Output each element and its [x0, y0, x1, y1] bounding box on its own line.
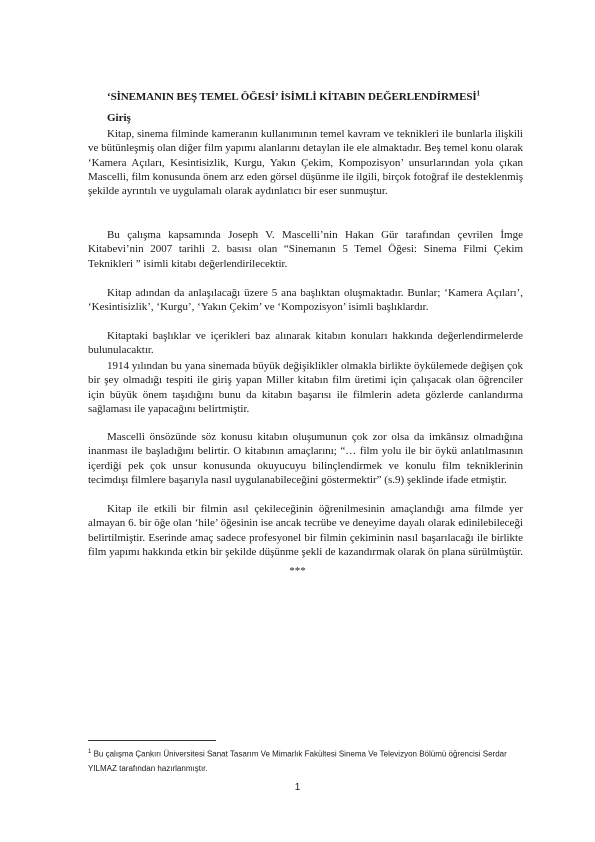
title-footnote-marker: 1 — [476, 89, 480, 98]
paragraph-6: Mascelli önsözünde söz konusu kitabın oluşumunun çok zor olsa da imkânsız olmadığına inanması ile başladığını belirtir. O kitabının amaçlarını; “… film yolu ile bir öykü anlatılmasının içerdiği pek çok unsur konusunda okuyucuyu bilinçlendirmek ve konulu film tekniklerinin tecimdışı filmlere başarıyla nasıl uygulanabileceğini göstermektir” (s.9) şeklinde ifade etmiştir. — [88, 431, 523, 486]
document-title — [107, 91, 527, 103]
footnote-marker: 1 — [88, 749, 92, 755]
footnote-divider — [88, 740, 216, 741]
paragraph-2: Bu çalışma kapsamında Joseph V. Mascelli’nin Hakan Gür tarafından çevrilen İmge Kitabevi’nin 2007 tarihli 2. basısı olan “Sinemanın 5 Temel Öğesi: Sinema Filmi Çekim Teknikleri ” isimli kitabı değerlendirilecektir. — [88, 229, 523, 270]
title-text: ‘SİNEMANIN BEŞ TEMEL ÖĞESİ’ İSİMLİ KİTABIN DEĞERLENDİRMESİ — [107, 91, 477, 103]
section-separator: *** — [289, 565, 306, 577]
page-number: 1 — [294, 782, 301, 793]
paragraph-7: Kitap ile etkili bir filmin asıl çekileceğinin öğrenilmesinin amaçlandığı ama filmde yer almayan 6. bir öğe olan ‘hile’ öğesinin ise ancak tecrübe ve deneyime dayalı olarak edinilebileceği belirtilmiştir. Eserinde amaç sadece profesyonel bir filmin çekiminin nasıl başarılacağı ile birlikte film yapımı hakkında etkin bir şekilde düşünme şekli de kazandırmak olarak ön plana sürülmüştür. — [88, 503, 524, 558]
paragraph-4: Kitaptaki başlıklar ve içerikleri baz alınarak kitabın konuları hakkında değerlendirmelerde bulunulacaktır. — [88, 330, 523, 357]
footnote-text: Bu çalışma Çankırı Üniversitesi Sanat Tasarım Ve Mimarlık Fakültesi Sinema Ve Televizyon Bölümü öğrencisi Serdar YILMAZ tarafından hazırlanmıştır. — [88, 749, 507, 773]
paragraph-3: Kitap adından da anlaşılacağı üzere 5 ana başlıktan oluşmaktadır. Bunlar; ‘Kamera Açıları’, ‘Kesintisizlik’, ‘Kurgu’, ‘Yakın Çekim’ ve ‘Kompozisyon’ isimli başlıklardır. — [88, 287, 523, 314]
paragraph-1: Kitap, sinema filminde kameranın kullanımının temel kavram ve teknikleri ile bunlarla ilişkili ve bütünleşmiş olan diğer film yapımı alanlarını detaylan ile ele almaktadır. Beş temel konu olarak ‘Kamera Açıları, Kesintisizlik, Kurgu, Yakın Çekim, Kompozisyon’ unsurlarından yola çıkan Mascelli, film konusunda önem arz eden görsel düşünme ile ilgili, birçok fotoğraf ile desteklenmiş şekilde ayrıntılı ve uygulamalı olarak aydınlatıcı bir eser sunmuştur. — [88, 128, 523, 198]
paragraph-5: 1914 yılından bu yana sinemada büyük değişiklikler olmakla birlikte öykülemede değişen çok bir şey olmadığı tespiti ile giriş yapan Miller kitabın film üretimi için çalışacak olan öğrenciler için büyük önem taşıdığını bunu da kitabın başarısı ile filmlerin adeta gözlerde canlandırma sağlaması ile yapacağını belirtmiştir. — [88, 360, 523, 415]
section-heading: Giriş — [107, 112, 131, 124]
footnote — [88, 745, 528, 776]
